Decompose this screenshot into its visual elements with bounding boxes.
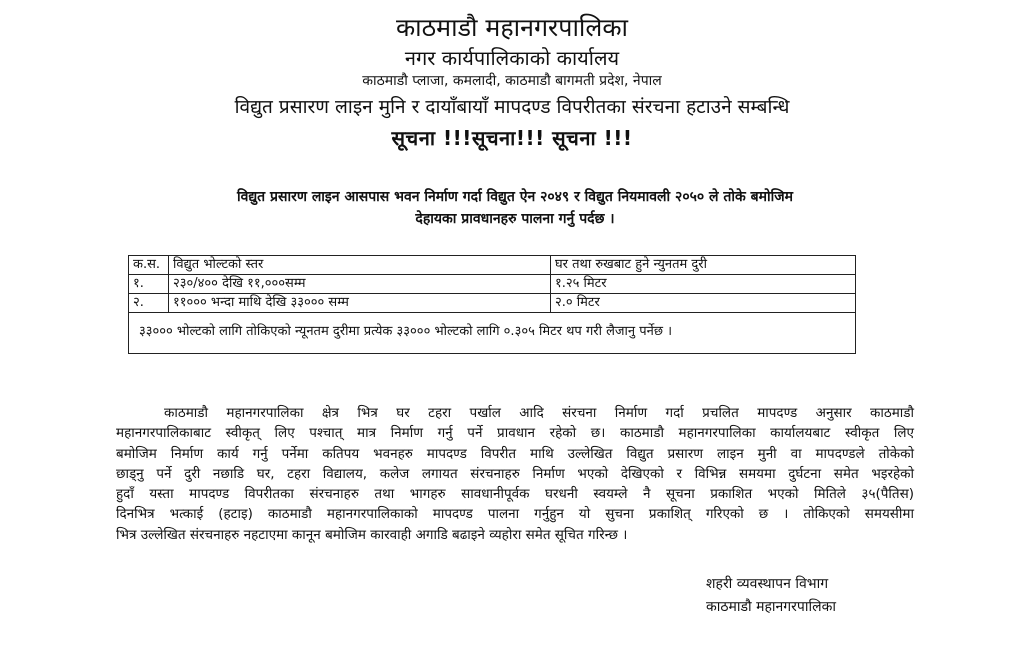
body-line: भित्र उल्लेखित संरचनाहरु नहटाएमा कानून बमोजिम कारवाही अगाडि बढाइने व्यहोरा समेत सूचित गरिन्छ ।: [116, 526, 628, 543]
body-line: बमोजिम निर्माण कार्य गर्नु पर्नेमा कतिपय भवनहरु मापदण्ड विपरीत माथि उल्लेखित विद्युत प्रसारण लाइन मुनी वा मापदण्डले तोकेको: [116, 445, 915, 462]
body-line: छाड्नु पर्ने दुरी नछाडि घर, टहरा विद्यालय, कलेज लगायत संरचनाहरु निर्माण भएको देखिएको र विभिन्न समयमा दुर्घटना समेत भइरहेको: [116, 465, 914, 482]
body-line: महानगरपालिकाबाट स्वीकृत् लिए पश्चात् मात्र निर्माण गर्नु पर्ने प्रावधान रहेको छ। काठमाडौ महानगरपालिका कार्यालयबाट स्वीकृत लिए: [116, 425, 914, 442]
office-name: नगर कार्यपालिकाको कार्यालय: [404, 46, 620, 70]
row-serial: १.: [129, 275, 169, 293]
body-line: काठमाडौ महानगरपालिका क्षेत्र भित्र घर टहरा पर्खाल आदि संरचना निर्माण गर्दा प्रचलित मापदण्ड अनुसार काठमाडौ: [164, 405, 914, 421]
header-distance: घर तथा रुखबाट हुने न्युनतम दुरी: [555, 257, 707, 272]
row-distance: १.२५ मिटर: [555, 276, 607, 291]
notice-body: [116, 403, 914, 545]
body-line: हुदाँ यस्ता मापदण्ड विपरीतका संरचनाहरु तथा भागहरु सावधानीपूर्वक घरधनी स्वयम्ले नै सूचना प्रकाशित भएको मितिले ३५(पैतिस): [116, 486, 914, 503]
row-voltage: २३०/४०० देखि ११,०००सम्म: [169, 275, 551, 293]
row-voltage: ११००० भन्दा माथि देखि ३३००० सम्म: [169, 294, 551, 312]
table-header-row: [129, 256, 855, 275]
org-name: काठमाडौ महानगरपालिका: [395, 13, 629, 42]
signature-department: शहरी व्यवस्थापन विभाग: [706, 576, 829, 592]
header-voltage: विद्युत भोल्टको स्तर: [169, 256, 551, 274]
table-row: [129, 275, 855, 294]
clearance-table: [128, 255, 856, 354]
signature-org: काठमाडौ महानगरपालिका: [706, 599, 836, 615]
intro-line-2: देहायका प्रावधानहरु पालना गर्नु पर्दछ ।: [415, 211, 615, 227]
table-row: [129, 294, 855, 313]
row-serial: २.: [129, 294, 169, 312]
notice-heading: सूचना !!!सूचना!!! सूचना !!!: [391, 126, 633, 150]
row-distance: २.० मिटर: [555, 295, 600, 310]
header-serial: क.स.: [129, 256, 169, 274]
table-note: ३३००० भोल्टको लागि तोकिएको न्यूनतम दुरीमा प्रत्येक ३३००० भोल्टको लागि ०.३०५ मिटर थप गरी लैजानु पर्नेछ ।: [139, 324, 673, 339]
body-line: दिनभित्र भत्काई (हटाइ) काठमाडौ महानगरपालिकाको मापदण्ड पालना गर्नुहुन यो सुचना प्रकाशित् गरिएको छ । तोकिएको समयसीमा: [116, 506, 914, 523]
intro-line-1: विद्युत प्रसारण लाइन आसपास भवन निर्माण गर्दा विद्युत ऐन २०४९ र विद्युत नियमावली २०५० ले तोके बमोजिम: [236, 189, 794, 205]
notice-subject: विद्युत प्रसारण लाइन मुनि र दायाँबायाँ मापदण्ड विपरीतका संरचना हटाउने सम्बन्धि: [234, 96, 790, 118]
office-address: काठमाडौ प्लाजा, कमलादी, काठमाडौ बागमती प्रदेश, नेपाल: [362, 73, 662, 89]
